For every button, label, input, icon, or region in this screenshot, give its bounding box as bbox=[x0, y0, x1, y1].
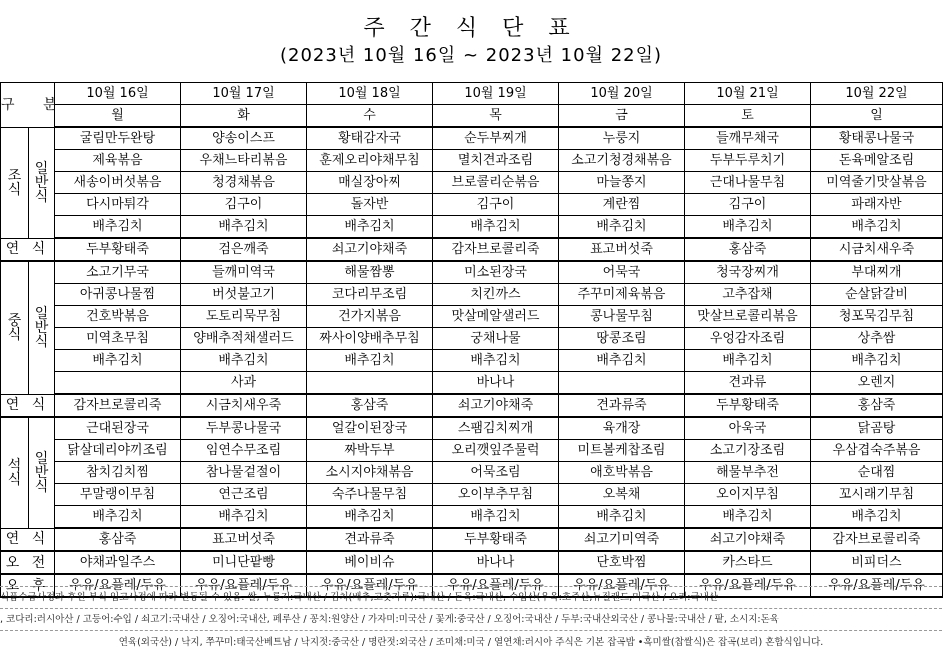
menu-item: 배추김치 bbox=[811, 350, 943, 372]
menu-item: 누룽지 bbox=[559, 127, 685, 150]
breakfast-row bbox=[1, 194, 943, 216]
lunch-label: 중 식 bbox=[1, 261, 29, 394]
dinner-row bbox=[1, 417, 943, 440]
lunch-row bbox=[1, 350, 943, 372]
menu-item: 건가지볶음 bbox=[307, 306, 433, 328]
menu-item: 청경채볶음 bbox=[181, 172, 307, 194]
weekday-cell: 토 bbox=[685, 105, 811, 128]
weekday-cell: 목 bbox=[433, 105, 559, 128]
menu-item: 소시지야채볶음 bbox=[307, 462, 433, 484]
menu-item: 쇠고기야채죽 bbox=[685, 528, 811, 551]
menu-item: 치킨까스 bbox=[433, 284, 559, 306]
menu-item: 배추김치 bbox=[811, 506, 943, 529]
menu-item: 상추쌈 bbox=[811, 328, 943, 350]
morning-snack-row bbox=[1, 551, 943, 574]
menu-item: 단호박찜 bbox=[559, 551, 685, 574]
menu-item bbox=[307, 372, 433, 395]
menu-item: 배추김치 bbox=[307, 350, 433, 372]
menu-item: 양배추적채샐러드 bbox=[181, 328, 307, 350]
menu-item: 우유/요플레/두유 bbox=[307, 574, 433, 597]
menu-item: 배추김치 bbox=[685, 216, 811, 239]
menu-item: 시금치새우죽 bbox=[181, 394, 307, 417]
menu-item: 김구이 bbox=[433, 194, 559, 216]
menu-item: 궁채나물 bbox=[433, 328, 559, 350]
menu-item: 해물부추전 bbox=[685, 462, 811, 484]
menu-item: 버섯불고기 bbox=[181, 284, 307, 306]
dinner-label: 석 식 bbox=[1, 417, 29, 528]
menu-item: 훈제오리야채무침 bbox=[307, 150, 433, 172]
lunch-type-label: 일 반 식 bbox=[29, 261, 55, 394]
menu-item: 맛살브로콜리볶음 bbox=[685, 306, 811, 328]
menu-item: 홍삼죽 bbox=[811, 394, 943, 417]
dinner-porridge-label: 연 식 bbox=[1, 528, 55, 551]
menu-item: 코다리무조림 bbox=[307, 284, 433, 306]
dinner-row bbox=[1, 484, 943, 506]
menu-item: 베이비슈 bbox=[307, 551, 433, 574]
menu-item: 멸치견과조림 bbox=[433, 150, 559, 172]
menu-title: 주 간 식 단 표 bbox=[363, 16, 579, 41]
menu-item: 배추김치 bbox=[433, 506, 559, 529]
menu-item: 표고버섯죽 bbox=[181, 528, 307, 551]
menu-item: 임연수무조림 bbox=[181, 440, 307, 462]
menu-item: 땅콩조림 bbox=[559, 328, 685, 350]
menu-item: 닭살데리야끼조림 bbox=[55, 440, 181, 462]
menu-item: 배추김치 bbox=[55, 350, 181, 372]
menu-item: 파래자반 bbox=[811, 194, 943, 216]
footnote-3: 연육(외국산) / 낙지, 쭈꾸미:태국산베트남 / 낙지젓:중국산 / 명란젓:외국산 / 조미채:미국 / 열연채:러시아 주식은 기본 잡곡밥 •흑미쌀(찹쌀식)은 잡곡(보리) 혼합식입니다. bbox=[118, 637, 824, 648]
menu-item: 어묵국 bbox=[559, 261, 685, 284]
menu-item: 우유/요플레/두유 bbox=[559, 574, 685, 597]
menu-item: 스팸김치찌개 bbox=[433, 417, 559, 440]
menu-item: 숙주나물무침 bbox=[307, 484, 433, 506]
date-cell: 10월 19일 bbox=[433, 83, 559, 105]
menu-item: 주꾸미제육볶음 bbox=[559, 284, 685, 306]
menu-item: 순두부찌개 bbox=[433, 127, 559, 150]
menu-item: 도토리묵무침 bbox=[181, 306, 307, 328]
date-cell: 10월 18일 bbox=[307, 83, 433, 105]
menu-item: 우유/요플레/두유 bbox=[433, 574, 559, 597]
menu-item: 미역줄기맛살볶음 bbox=[811, 172, 943, 194]
morning-snack-label: 오 전 bbox=[1, 551, 55, 574]
menu-item: 카스타드 bbox=[685, 551, 811, 574]
menu-item: 육개장 bbox=[559, 417, 685, 440]
menu-item: 소고기장조림 bbox=[685, 440, 811, 462]
menu-item: 순살닭갈비 bbox=[811, 284, 943, 306]
menu-item: 짜박두부 bbox=[307, 440, 433, 462]
breakfast-row bbox=[1, 172, 943, 194]
menu-item: 두부황태죽 bbox=[433, 528, 559, 551]
menu-item: 미역초무침 bbox=[55, 328, 181, 350]
menu-item: 매실장아찌 bbox=[307, 172, 433, 194]
menu-item: 배추김치 bbox=[433, 216, 559, 239]
menu-item: 연근조림 bbox=[181, 484, 307, 506]
menu-item: 배추김치 bbox=[181, 350, 307, 372]
gubun-label: 구 분 bbox=[1, 83, 55, 128]
menu-item: 두부콩나물국 bbox=[181, 417, 307, 440]
breakfast-type-label: 일 반 식 bbox=[29, 127, 55, 238]
date-cell: 10월 20일 bbox=[559, 83, 685, 105]
menu-item: 우유/요플레/두유 bbox=[181, 574, 307, 597]
menu-item: 견과류죽 bbox=[307, 528, 433, 551]
menu-item: 꼬시래기무침 bbox=[811, 484, 943, 506]
menu-item: 우삼겹숙주볶음 bbox=[811, 440, 943, 462]
menu-item: 무말랭이무침 bbox=[55, 484, 181, 506]
menu-item: 쇠고기야채죽 bbox=[433, 394, 559, 417]
menu-item: 배추김치 bbox=[181, 216, 307, 239]
dinner-porridge-row bbox=[1, 528, 943, 551]
menu-item: 우채느타리볶음 bbox=[181, 150, 307, 172]
lunch-porridge-label: 연 식 bbox=[1, 394, 55, 417]
menu-item bbox=[55, 372, 181, 395]
weekday-cell: 월 bbox=[55, 105, 181, 128]
menu-item: 마늘쫑지 bbox=[559, 172, 685, 194]
header-day-row bbox=[1, 105, 943, 128]
menu-item: 배추김치 bbox=[55, 216, 181, 239]
dinner-row bbox=[1, 462, 943, 484]
menu-item bbox=[559, 372, 685, 395]
menu-item: 들깨미역국 bbox=[181, 261, 307, 284]
weekly-menu-table bbox=[0, 82, 943, 598]
menu-item: 다시마튀각 bbox=[55, 194, 181, 216]
date-cell: 10월 16일 bbox=[55, 83, 181, 105]
date-cell: 10월 22일 bbox=[811, 83, 943, 105]
menu-item: 참나물겉절이 bbox=[181, 462, 307, 484]
menu-item: 돈육메알조림 bbox=[811, 150, 943, 172]
menu-item: 맛살메알샐러드 bbox=[433, 306, 559, 328]
menu-item: 굴림만두완탕 bbox=[55, 127, 181, 150]
menu-item: 사과 bbox=[181, 372, 307, 395]
menu-item: 순대찜 bbox=[811, 462, 943, 484]
weekday-cell: 일 bbox=[811, 105, 943, 128]
menu-item: 건호박볶음 bbox=[55, 306, 181, 328]
menu-item: 배추김치 bbox=[55, 506, 181, 529]
menu-item: 미소된장국 bbox=[433, 261, 559, 284]
menu-item: 콩나물무침 bbox=[559, 306, 685, 328]
menu-item: 청포묵김무침 bbox=[811, 306, 943, 328]
menu-item: 제육볶음 bbox=[55, 150, 181, 172]
menu-item: 비피더스 bbox=[811, 551, 943, 574]
menu-item: 배추김치 bbox=[559, 506, 685, 529]
menu-item: 미니단팥빵 bbox=[181, 551, 307, 574]
menu-item: 소고기무국 bbox=[55, 261, 181, 284]
menu-item: 아욱국 bbox=[685, 417, 811, 440]
menu-item: 미트볼케찹조림 bbox=[559, 440, 685, 462]
menu-item: 브로콜리순볶음 bbox=[433, 172, 559, 194]
menu-item: 근대나물무침 bbox=[685, 172, 811, 194]
menu-item: 감자브로콜리죽 bbox=[433, 238, 559, 261]
lunch-porridge-row bbox=[1, 394, 943, 417]
menu-item: 오리깻잎주물럭 bbox=[433, 440, 559, 462]
menu-item: 들깨무채국 bbox=[685, 127, 811, 150]
breakfast-porridge-label: 연 식 bbox=[1, 238, 55, 261]
menu-item: 야채과일주스 bbox=[55, 551, 181, 574]
menu-item: 감자브로콜리죽 bbox=[811, 528, 943, 551]
menu-item: 새송이버섯볶음 bbox=[55, 172, 181, 194]
menu-item: 우유/요플레/두유 bbox=[685, 574, 811, 597]
menu-item: 쇠고기미역죽 bbox=[559, 528, 685, 551]
footnote-2: , 코다리:러시아산 / 고등어:수입 / 쇠고기:국내산 / 오징어:국내산, 페루산 / 꽁치:원양산 / 가자미:미국산 / 꽃게:중국산 / 오징어:국내산 / 두부:국내산외국산 / 콩나물:국내산 / 팥, 소시지:돈육 bbox=[0, 614, 779, 625]
menu-item: 고추잡채 bbox=[685, 284, 811, 306]
menu-item: 황태감자국 bbox=[307, 127, 433, 150]
menu-item: 홍삼죽 bbox=[55, 528, 181, 551]
menu-item: 홍삼죽 bbox=[307, 394, 433, 417]
lunch-row bbox=[1, 372, 943, 395]
menu-item: 배추김치 bbox=[685, 506, 811, 529]
menu-item: 배추김치 bbox=[811, 216, 943, 239]
menu-item: 검은깨죽 bbox=[181, 238, 307, 261]
menu-item: 배추김치 bbox=[685, 350, 811, 372]
afternoon-snack-label: 오 후 bbox=[1, 574, 55, 597]
menu-item: 홍삼죽 bbox=[685, 238, 811, 261]
menu-item: 애호박볶음 bbox=[559, 462, 685, 484]
breakfast-row bbox=[1, 127, 943, 150]
menu-item: 오이지무침 bbox=[685, 484, 811, 506]
menu-item: 아귀콩나물찜 bbox=[55, 284, 181, 306]
lunch-row bbox=[1, 306, 943, 328]
menu-item: 바나나 bbox=[433, 551, 559, 574]
breakfast-label: 조 식 bbox=[1, 127, 29, 238]
lunch-row bbox=[1, 284, 943, 306]
date-cell: 10월 17일 bbox=[181, 83, 307, 105]
menu-item: 배추김치 bbox=[181, 506, 307, 529]
menu-item: 황태콩나물국 bbox=[811, 127, 943, 150]
menu-item: 닭곰탕 bbox=[811, 417, 943, 440]
menu-item: 오이부추무침 bbox=[433, 484, 559, 506]
menu-item: 배추김치 bbox=[307, 216, 433, 239]
menu-item: 계란찜 bbox=[559, 194, 685, 216]
menu-item: 감자브로콜리죽 bbox=[55, 394, 181, 417]
menu-item: 표고버섯죽 bbox=[559, 238, 685, 261]
menu-item: 돌자반 bbox=[307, 194, 433, 216]
weekday-cell: 수 bbox=[307, 105, 433, 128]
lunch-row bbox=[1, 328, 943, 350]
menu-item: 해물짬뽕 bbox=[307, 261, 433, 284]
header-date-row bbox=[1, 83, 943, 105]
date-range: (2023년 10월 16일 ~ 2023년 10월 22일) bbox=[279, 45, 663, 66]
menu-item: 바나나 bbox=[433, 372, 559, 395]
menu-item: 배추김치 bbox=[307, 506, 433, 529]
menu-item: 견과류죽 bbox=[559, 394, 685, 417]
menu-item: 참치김치찜 bbox=[55, 462, 181, 484]
breakfast-row bbox=[1, 216, 943, 239]
menu-item: 짜사이양배추무침 bbox=[307, 328, 433, 350]
menu-item: 김구이 bbox=[181, 194, 307, 216]
menu-item: 우유/요플레/두유 bbox=[811, 574, 943, 597]
menu-item: 소고기청경채볶음 bbox=[559, 150, 685, 172]
menu-item: 청국장찌개 bbox=[685, 261, 811, 284]
menu-item: 우유/요플레/두유 bbox=[55, 574, 181, 597]
menu-item: 오복채 bbox=[559, 484, 685, 506]
menu-item: 김구이 bbox=[685, 194, 811, 216]
lunch-row bbox=[1, 261, 943, 284]
menu-item: 우엉감자조림 bbox=[685, 328, 811, 350]
menu-item: 두부황태죽 bbox=[685, 394, 811, 417]
menu-item: 시금치새우죽 bbox=[811, 238, 943, 261]
menu-item: 배추김치 bbox=[559, 350, 685, 372]
breakfast-porridge-row bbox=[1, 238, 943, 261]
date-cell: 10월 21일 bbox=[685, 83, 811, 105]
menu-item: 어묵조림 bbox=[433, 462, 559, 484]
menu-item: 견과류 bbox=[685, 372, 811, 395]
menu-item: 부대찌개 bbox=[811, 261, 943, 284]
footnote-1: 식품수급사정과 후원 부식 입고사정에 따라 변동될 수 있음. 쌀, 누룽지:국내산 / 김치(배추,고춧가루):국내산 / 돈육:국내산, 수입산(우육:호주산,뉴질랜드,미국산 / 오리:국내산 bbox=[0, 592, 719, 603]
menu-item: 양송이스프 bbox=[181, 127, 307, 150]
dinner-row bbox=[1, 506, 943, 529]
weekday-cell: 화 bbox=[181, 105, 307, 128]
weekday-cell: 금 bbox=[559, 105, 685, 128]
menu-item: 배추김치 bbox=[433, 350, 559, 372]
dinner-type-label: 일 반 식 bbox=[29, 417, 55, 528]
menu-item: 두부황태죽 bbox=[55, 238, 181, 261]
menu-item: 얼갈이된장국 bbox=[307, 417, 433, 440]
menu-item: 배추김치 bbox=[559, 216, 685, 239]
menu-item: 근대된장국 bbox=[55, 417, 181, 440]
breakfast-row bbox=[1, 150, 943, 172]
menu-item: 쇠고기야채죽 bbox=[307, 238, 433, 261]
dinner-row bbox=[1, 440, 943, 462]
menu-item: 두부두루치기 bbox=[685, 150, 811, 172]
menu-item: 오렌지 bbox=[811, 372, 943, 395]
